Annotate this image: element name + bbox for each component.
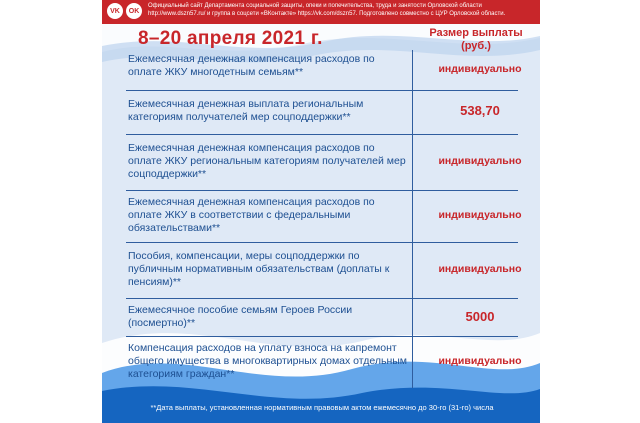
table-row [126,50,522,91]
infographic-card [102,0,540,423]
ok-icon: OK [126,3,142,19]
row-value: индивидуально [438,263,522,275]
row-label: Ежемесячная денежная компенсация расходов по оплате ЖКУ многодетным семьям** [128,53,375,78]
vk-icon: VK [107,3,123,19]
row-value: 538,70 [460,103,500,118]
row-value: индивидуально [438,155,522,167]
row-label: Ежемесячная денежная компенсация расходов по оплате ЖКУ региональным категориям получателей мер соцподдержки** [128,142,406,180]
table-row [126,190,522,243]
table-row [126,134,522,191]
row-value: индивидуально [438,355,522,367]
row-label: Ежемесячная денежная выплата региональным категориям получателей мер соцподдержки** [128,98,364,123]
header-bar [102,0,540,24]
header-info-line2: http://www.dszn57.ru/ и группа в соцсети «ВКонтакте» https://vk.com/dszn57. Подготовлено совместно с ЦУР Орловской области. [148,11,506,17]
row-label: Ежемесячное пособие семьям Героев России (посмертно)** [128,304,353,329]
row-label: Ежемесячная денежная компенсация расходов по оплате ЖКУ в соответствии с федеральными обязательствами** [128,196,375,234]
social-icons [107,3,142,19]
header-info-line1: Официальный сайт Департамента социальной защиты, опеки и попечительства, труда и занятости Орловской области [148,3,482,9]
table-row [126,242,522,299]
row-value: индивидуально [438,209,522,221]
header-info [148,2,538,18]
table-row [126,90,518,135]
column-header-amount: Размер выплаты (руб.) [429,27,523,52]
row-value: индивидуально [438,63,522,75]
table-row [126,298,518,337]
row-label: Пособия, компенсации, меры соцподдержки по публичным нормативным обязательствам (доплаты к пенсиям)** [128,250,390,288]
date-title: 8–20 апреля 2021 г. [138,28,323,49]
table-row [126,336,522,390]
row-value: 5000 [465,309,495,324]
row-label: Компенсация расходов на уплату взноса на капремонт общего имущества в многоквартирных домах отдельным категориям граждан** [128,342,408,380]
footnote: **Дата выплаты, установленная нормативным правовым актом ежемесячно до 30-го (31-го) числа [150,403,494,412]
